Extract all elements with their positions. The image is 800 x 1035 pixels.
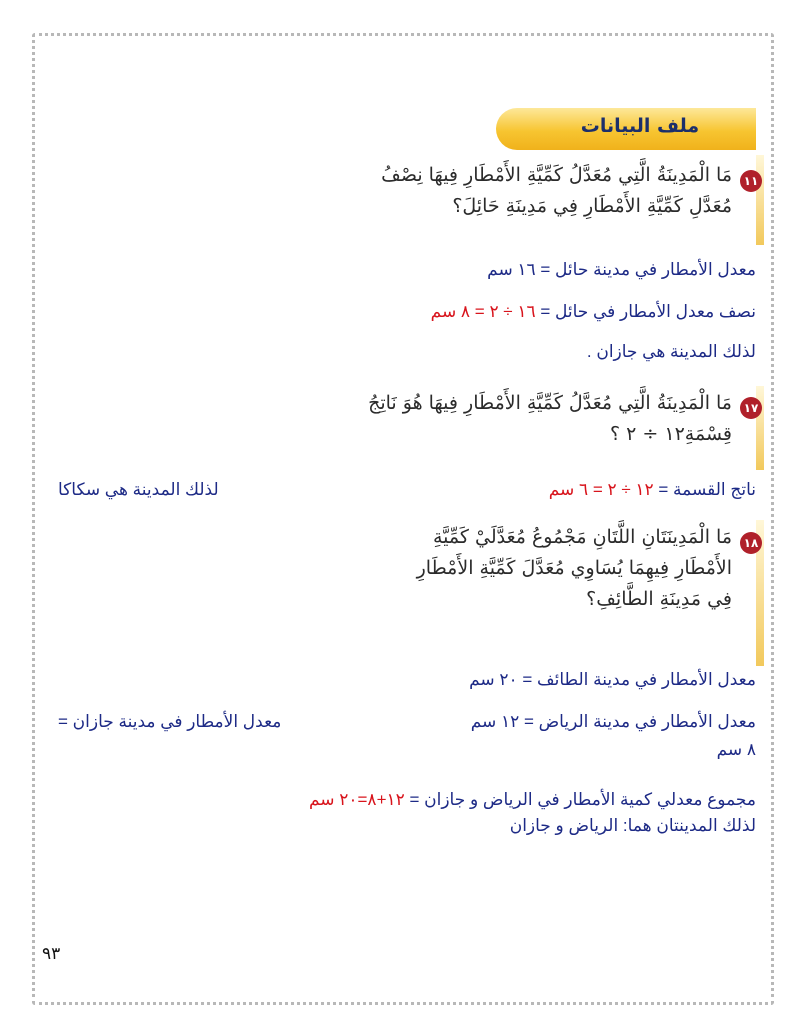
answer-11-half-average — [431, 302, 756, 322]
answer-11-hail-average: معدل الأمطار في مدينة حائل = ١٦ سم — [487, 260, 756, 279]
question-line: قِسْمَةِ١٢ ÷ ٢ ؟ — [610, 423, 732, 445]
answer-text: مجموع معدلي كمية الأمطار في الرياض و جازان = — [404, 790, 756, 809]
answer-11-conclusion: لذلك المدينة هي جازان . — [586, 342, 756, 361]
answer-17-division — [549, 480, 756, 500]
answer-calculation: ١٢ ÷ ٢ = ٦ سم — [548, 480, 654, 499]
question-line: مُعَدَّلِ كَمِّيَّةِ الأَمْطَارِ فِي مَدِينَةِ حَائِلَ؟ — [452, 195, 732, 217]
answer-18-conclusion: لذلك المدينتان هما: الرياض و جازان — [509, 816, 756, 835]
question-side-strip — [756, 155, 764, 245]
page-number: ٩٣ — [42, 944, 61, 963]
data-file-title: ملف البيانات — [580, 115, 700, 137]
question-number-badge: ١٧ — [740, 397, 762, 419]
question-line: الأَمْطَارِ فِيهِمَا يُسَاوِي مُعَدَّلَ كَمِّيَّةِ الأَمْطَارِ — [416, 557, 732, 579]
answer-18-taif-average: معدل الأمطار في مدينة الطائف = ٢٠ سم — [469, 670, 756, 689]
question-line: مَا الْمَدِينَةُ الَّتِي مُعَدَّلُ كَمِّيَّةِ الأَمْطَارِ فِيهَا هُوَ نَاتِجُ — [368, 392, 732, 414]
answer-calculation: ١٢+٨=٢٠ سم — [308, 790, 405, 809]
question-line: مَا الْمَدِينَةُ الَّتِي مُعَدَّلُ كَمِّيَّةِ الأَمْطَارِ فِيهَا نِصْفُ — [381, 164, 732, 186]
answer-18-sum — [309, 790, 756, 810]
answer-calculation: ١٦ ÷ ٢ = ٨ سم — [430, 302, 536, 321]
answer-text: نصف معدل الأمطار في حائل = — [535, 302, 756, 321]
answer-17-conclusion: لذلك المدينة هي سكاكا — [58, 480, 219, 499]
answer-18-riyadh-average: معدل الأمطار في مدينة الرياض = ١٢ سم — [470, 712, 756, 731]
question-17-text — [272, 388, 732, 450]
question-line: مَا الْمَدِينَتَانِ اللَّتَانِ مَجْمُوعُ مُعَدَّلَيْ كَمِّيَّةِ — [433, 526, 732, 548]
answer-18-jazan-value: ٨ سم — [716, 740, 756, 759]
question-line: فِي مَدِينَةِ الطَّائِفِ؟ — [586, 588, 732, 610]
question-number-badge: ١٨ — [740, 532, 762, 554]
answer-text: ناتج القسمة = — [653, 480, 756, 499]
question-18-text — [272, 522, 732, 615]
question-11-text — [272, 160, 732, 222]
answer-18-jazan-average: معدل الأمطار في مدينة جازان = — [58, 712, 282, 731]
question-number-badge: ١١ — [740, 170, 762, 192]
